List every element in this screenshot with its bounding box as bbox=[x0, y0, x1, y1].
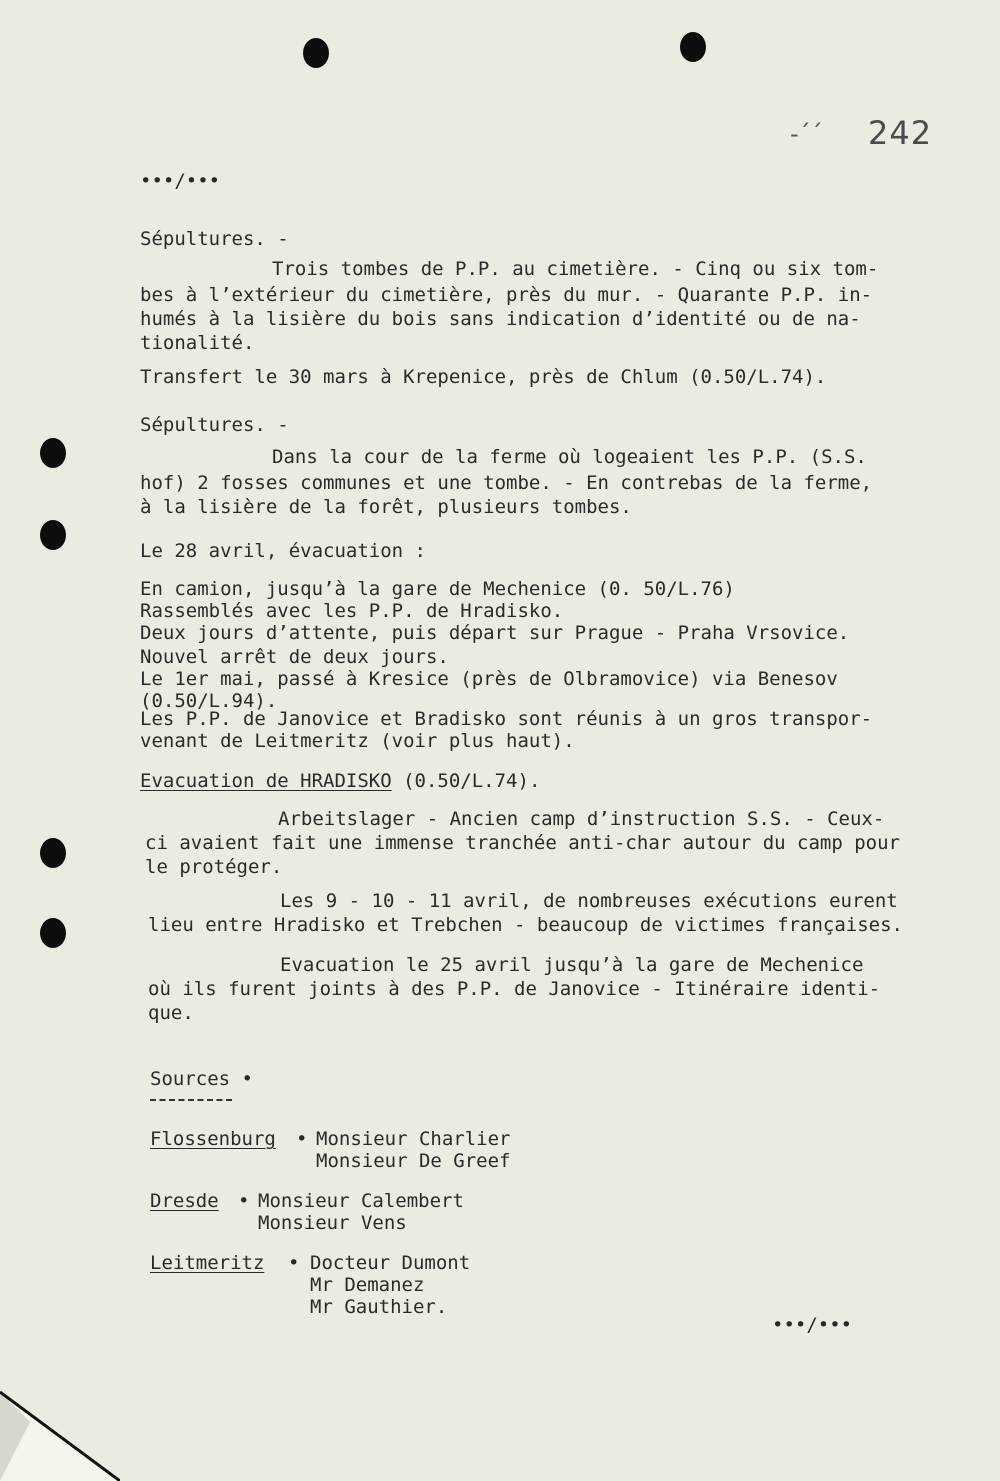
paragraph-line: que. bbox=[148, 1002, 194, 1024]
punch-hole-left-4 bbox=[40, 918, 66, 948]
paragraph-line: le protéger. bbox=[145, 856, 283, 878]
source-separator: • bbox=[238, 1190, 250, 1212]
paragraph-line: bes à l’extérieur du cimetière, près du mur. - Quarante P.P. in- bbox=[140, 284, 873, 306]
continuation-bottom: •••/••• bbox=[772, 1314, 853, 1336]
sources-underline bbox=[150, 1099, 232, 1101]
source-name: Monsieur Calembert bbox=[258, 1190, 464, 1212]
evacuation-line: Nouvel arrêt de deux jours. bbox=[140, 646, 449, 668]
paragraph-line: ci avaient fait une immense tranchée anti-char autour du camp pour bbox=[145, 832, 900, 854]
hradisko-heading-prefix: Evacuation de bbox=[140, 770, 301, 792]
source-separator: • bbox=[288, 1252, 300, 1274]
source-name: Monsieur Vens bbox=[258, 1212, 407, 1234]
evacuation-line: Les P.P. de Janovice et Bradisko sont réunis à un gros transpor- bbox=[140, 708, 873, 730]
punch-hole-top-right bbox=[680, 32, 706, 62]
source-name: Mr Gauthier. bbox=[310, 1296, 448, 1318]
source-place-flossenburg: Flossenburg bbox=[150, 1128, 276, 1150]
punch-hole-left-3 bbox=[40, 838, 66, 868]
paragraph-line: humés à la lisière du bois sans indication d’identité ou de na- bbox=[140, 308, 861, 330]
hradisko-heading bbox=[140, 770, 540, 792]
punch-hole-top-left bbox=[303, 38, 329, 68]
paragraph-line: à la lisière de la forêt, plusieurs tombes. bbox=[140, 496, 632, 518]
evacuation-line: Rassemblés avec les P.P. de Hradisko. bbox=[140, 600, 564, 622]
folded-corner bbox=[0, 1380, 120, 1481]
evacuation-line: Le 1er mai, passé à Kresice (près de Olbramovice) via Benesov bbox=[140, 668, 838, 690]
hradisko-heading-place: HRADISKO bbox=[300, 770, 392, 792]
evacuation-line: Deux jours d’attente, puis départ sur Prague - Praha Vrsovice. bbox=[140, 622, 850, 644]
hradisko-heading-suffix: (0.50/L.74). bbox=[391, 770, 541, 792]
paragraph-line: Dans la cour de la ferme où logeaient les P.P. (S.S. bbox=[272, 446, 867, 468]
source-name: Docteur Dumont bbox=[310, 1252, 471, 1274]
paragraph-line: hof) 2 fosses communes et une tombe. - En contrebas de la ferme, bbox=[140, 472, 873, 494]
page-number: 242 bbox=[868, 114, 933, 152]
paragraph-line: Trois tombes de P.P. au cimetière. - Cinq ou six tom- bbox=[272, 258, 879, 280]
source-name: Mr Demanez bbox=[310, 1274, 425, 1296]
punch-hole-left-1 bbox=[40, 438, 66, 468]
section-heading-sepultures-2: Sépultures. - bbox=[140, 414, 289, 436]
paragraph-line: lieu entre Hradisko et Trebchen - beaucoup de victimes françaises. bbox=[148, 914, 903, 936]
paragraph-line: où ils furent joints à des P.P. de Janovice - Itinéraire identi- bbox=[148, 978, 881, 1000]
evacuation-line: venant de Leitmeritz (voir plus haut). bbox=[140, 730, 575, 752]
top-mark: -´´ bbox=[790, 120, 823, 148]
source-place-leitmeritz: Leitmeritz bbox=[150, 1252, 265, 1274]
source-name: Monsieur Charlier bbox=[316, 1128, 511, 1150]
sources-heading: Sources • bbox=[150, 1068, 253, 1090]
punch-hole-left-2 bbox=[40, 520, 66, 550]
evacuation-line: (0.50/L.94). bbox=[140, 690, 278, 712]
continuation-top: •••/••• bbox=[140, 170, 221, 192]
source-separator: • bbox=[296, 1128, 308, 1150]
paragraph-line: Les 9 - 10 - 11 avril, de nombreuses exécutions eurent bbox=[280, 890, 898, 912]
paragraph-line: Evacuation le 25 avril jusqu’à la gare de Mechenice bbox=[280, 954, 864, 976]
transfer-line: Transfert le 30 mars à Krepenice, près de Chlum (0.50/L.74). bbox=[140, 366, 827, 388]
evacuation-heading: Le 28 avril, évacuation : bbox=[140, 540, 426, 562]
paragraph-line: tionalité. bbox=[140, 332, 255, 354]
paragraph-line: Arbeitslager - Ancien camp d’instruction S.S. - Ceux- bbox=[278, 808, 885, 830]
source-name: Monsieur De Greef bbox=[316, 1150, 511, 1172]
section-heading-sepultures-1: Sépultures. - bbox=[140, 228, 289, 250]
source-place-dresde: Dresde bbox=[150, 1190, 219, 1212]
evacuation-line: En camion, jusqu’à la gare de Mechenice (0. 50/L.76) bbox=[140, 578, 735, 600]
